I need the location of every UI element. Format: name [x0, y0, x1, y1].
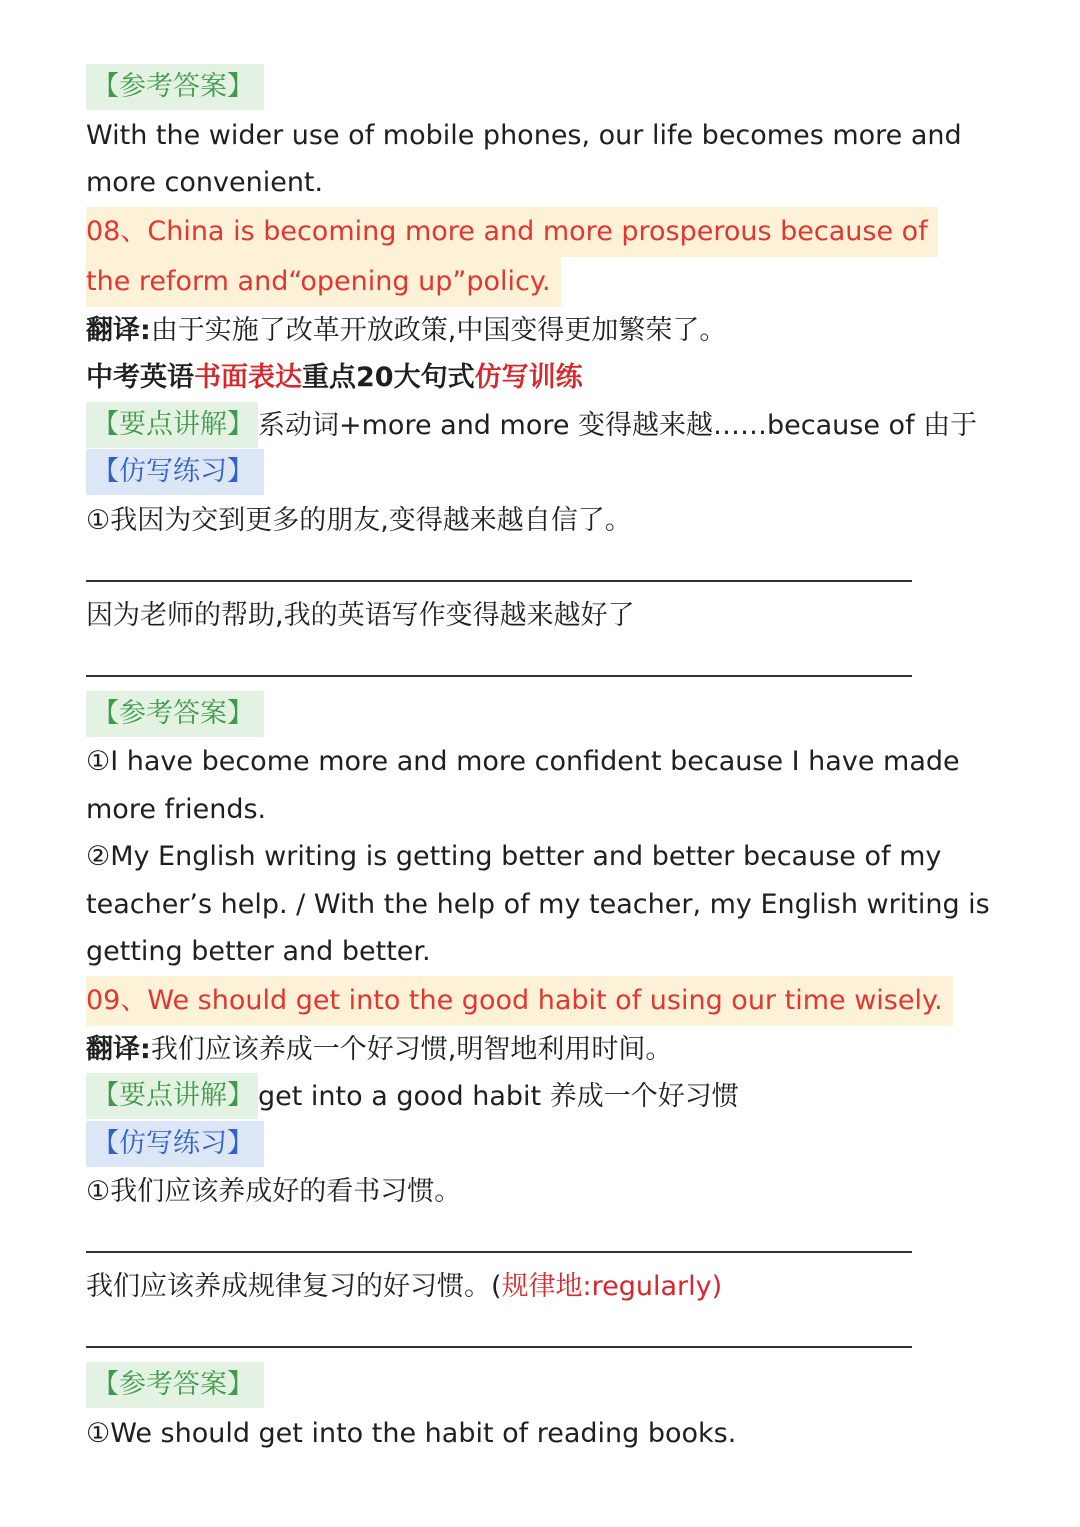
sentence-08-line1-row: [86, 207, 1006, 257]
title-part1: 中考英语: [86, 362, 194, 393]
answer-line: [86, 580, 912, 582]
reference-answer-3: ①We should get into the habit of reading books.: [86, 1417, 737, 1449]
answer-text: With the wider use of mobile phones, our life becomes more and more convenient.: [86, 119, 962, 198]
document-page: [86, 64, 1006, 1457]
practice-tag: 【仿写练习】: [86, 449, 264, 495]
translation-text: 由于实施了改革开放政策,中国变得更加繁荣了。: [150, 314, 727, 346]
reference-answer-2: ②My English writing is getting better and better because of my teacher’s help. / With the help of my teacher, my English writing is getting better and better.: [86, 841, 990, 967]
answer-blank-2[interactable]: [86, 639, 1006, 687]
section-title: [86, 354, 1006, 402]
point-row-08: [86, 402, 1006, 450]
answer-line: [86, 1346, 912, 1348]
point-text: 系动词+more and more 变得越来越……because of 由于: [258, 409, 978, 441]
sentence-08-line2-row: [86, 257, 1006, 307]
title-part3: 重点20大句式: [302, 362, 475, 393]
practice-tag-row-08: [86, 449, 1006, 497]
practice-tag-row-09: [86, 1121, 1006, 1169]
practice-question-4: [86, 1263, 1006, 1311]
sentence-08-line2: the reform and“opening up”policy.: [86, 257, 561, 307]
answer-tag: 【参考答案】: [86, 691, 264, 737]
title-part4: 仿写训练: [474, 362, 583, 393]
point-tag: 【要点讲解】: [86, 402, 258, 448]
practice-question-3: ①我们应该养成好的看书习惯。: [86, 1176, 462, 1207]
answer-tag: 【参考答案】: [86, 64, 264, 110]
answer-tag-row-08: [86, 691, 1006, 739]
answer-tag-row-09: [86, 1362, 1006, 1410]
answer-blank-1[interactable]: [86, 544, 1006, 592]
translation-09: [86, 1026, 1006, 1074]
answer-tag: 【参考答案】: [86, 1362, 264, 1408]
point-row-09: [86, 1073, 1006, 1121]
translation-text: 我们应该养成一个好习惯,明智地利用时间。: [150, 1033, 673, 1065]
answer-blank-3[interactable]: [86, 1216, 1006, 1264]
translation-label: 翻译:: [86, 1033, 151, 1065]
answer-line: [86, 675, 912, 677]
sentence-09-row: [86, 976, 1006, 1026]
practice-question-1: ①我因为交到更多的朋友,变得越来越自信了。: [86, 504, 632, 536]
sentence-08-line1: 08、China is becoming more and more prosperous because of: [86, 207, 938, 257]
practice-tag: 【仿写练习】: [86, 1121, 264, 1167]
title-part2: 书面表达: [194, 362, 302, 393]
answer-tag-row: [86, 64, 1006, 112]
answer-line: [86, 1251, 912, 1253]
translation-label: 翻译:: [86, 314, 151, 346]
translation-08: [86, 307, 1006, 355]
point-text: get into a good habit 养成一个好习惯: [258, 1081, 739, 1112]
practice-question-4-text: 我们应该养成规律复习的好习惯。(: [86, 1271, 502, 1302]
sentence-09: 09、We should get into the good habit of using our time wisely.: [86, 976, 953, 1026]
answer-blank-4[interactable]: [86, 1311, 1006, 1359]
point-tag: 【要点讲解】: [86, 1073, 258, 1119]
practice-question-2: 因为老师的帮助,我的英语写作变得越来越好了: [86, 599, 635, 631]
reference-answer-1: ①I have become more and more confident because I have made more friends.: [86, 746, 960, 825]
practice-question-4-hint: 规律地:regularly): [501, 1271, 723, 1302]
